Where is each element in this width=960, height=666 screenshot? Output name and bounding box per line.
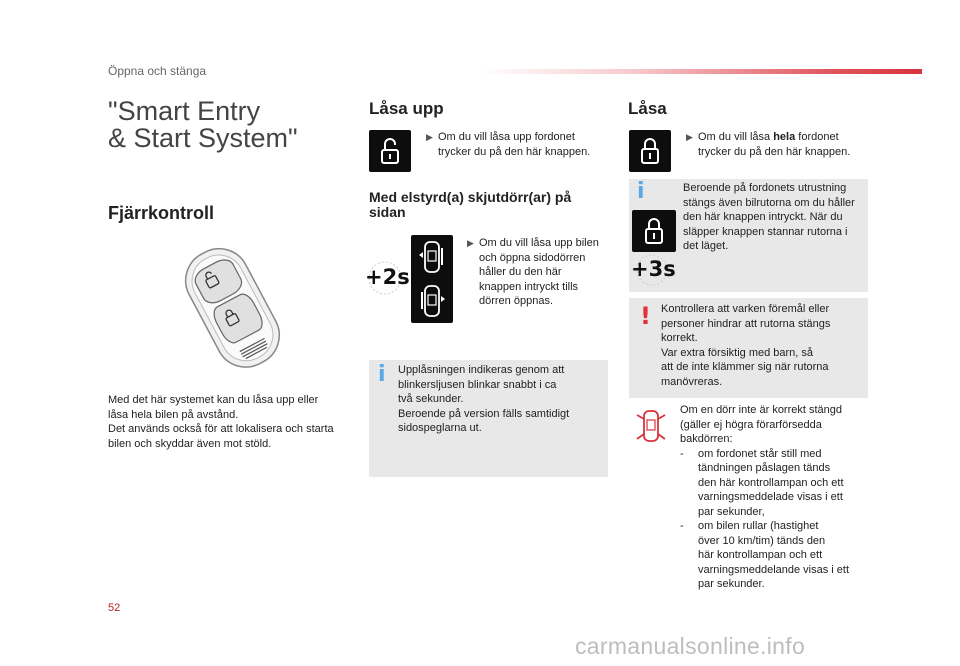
- remote-description: Med det här systemet kan du låsa upp eller låsa hela bilen på avstånd. Det används också för att lokalisera och starta bilen och skyddar även mot stöld.: [108, 394, 334, 450]
- remote-subtitle: Fjärrkontroll: [108, 203, 215, 223]
- sliding-door-buttons-image: [411, 235, 453, 323]
- hold-3s-label: +3s: [631, 257, 676, 281]
- unlock-button-image: [369, 130, 411, 172]
- lock-title: Låsa: [628, 99, 667, 118]
- unlock-padlock-icon: [369, 130, 411, 172]
- unlock-instruction: ▶ Om du vill låsa upp fordonet trycker du på den här knappen.: [426, 131, 591, 158]
- unlock-title: Låsa upp: [369, 99, 444, 118]
- door-open-warning-icon: [634, 408, 668, 446]
- lock-padlock-icon: [632, 210, 676, 252]
- header-accent-bar: [480, 69, 922, 74]
- door-warning-text: Om en dörr inte är korrekt stängd (gäller ej högra förarförsedda bakdörren: - om fordonet står still med tändningen påslagen tänds den här kontrollampan och ett varningsmeddelade visas i ett par sekunder, - om bilen rullar (hastighet över 10 km/tim) tänds den här kontrollampan och ett varningsmeddelande visas i ett par sekunder.: [680, 403, 870, 592]
- unlock-info-text: Upplåsningen indikeras genom att blinkersljusen blinkar snabbt i ca två sekunder. Beroende på version fälls samtidigt sidospeglarna ut.: [398, 364, 570, 434]
- watermark: carmanualsonline.info: [575, 633, 806, 659]
- remote-key-fob-icon: [160, 240, 305, 375]
- lock-info-text: Beroende på fordonets utrustning stängs även bilrutorna om du håller den här knappen intryckt. När du släpper knappen stannar rutorna i det läget.: [683, 182, 855, 252]
- sliding-door-title: Med elstyrd(a) skjutdörr(ar) på sidan: [369, 189, 572, 220]
- lock-instruction: ▶ Om du vill låsa hela fordonet trycker du på den här knappen.: [686, 131, 851, 158]
- page-number: 52: [108, 602, 121, 614]
- bullet-icon: ▶: [686, 132, 693, 142]
- sliding-door-instruction: ▶ Om du vill låsa upp bilen och öppna sidodörren håller du den här knappen intryckt tills dörren öppnas.: [467, 237, 599, 307]
- info-icon: i: [378, 362, 386, 387]
- lock-padlock-icon: [629, 130, 671, 172]
- list-item: - om bilen rullar (hastighet över 10 km/tim) tänds den här kontrollampan och ett varningsmeddelande visas i ett par sekunder.: [680, 520, 850, 590]
- info-icon: i: [637, 179, 645, 204]
- bullet-icon: ▶: [467, 238, 474, 248]
- hold-2s-label: +2s: [365, 265, 410, 289]
- lock-button-image: [629, 130, 671, 172]
- sliding-door-icon: [411, 235, 453, 323]
- page-title: "Smart Entry & Start System": [108, 96, 298, 153]
- lock-warning-text: Kontrollera att varken föremål eller personer hindrar att rutorna stängs korrekt. Var extra försiktig med barn, så att de inte klämmer sig när rutorna manövreras.: [661, 303, 831, 388]
- list-item: - om fordonet står still med tändningen påslagen tänds den här kontrollampan och ett varningsmeddelade visas i ett par sekunder,: [680, 447, 844, 518]
- lock-windows-button-image: [632, 210, 676, 252]
- warning-icon: !: [640, 302, 651, 330]
- section-header: Öppna och stänga: [108, 64, 207, 78]
- bullet-icon: ▶: [426, 132, 433, 142]
